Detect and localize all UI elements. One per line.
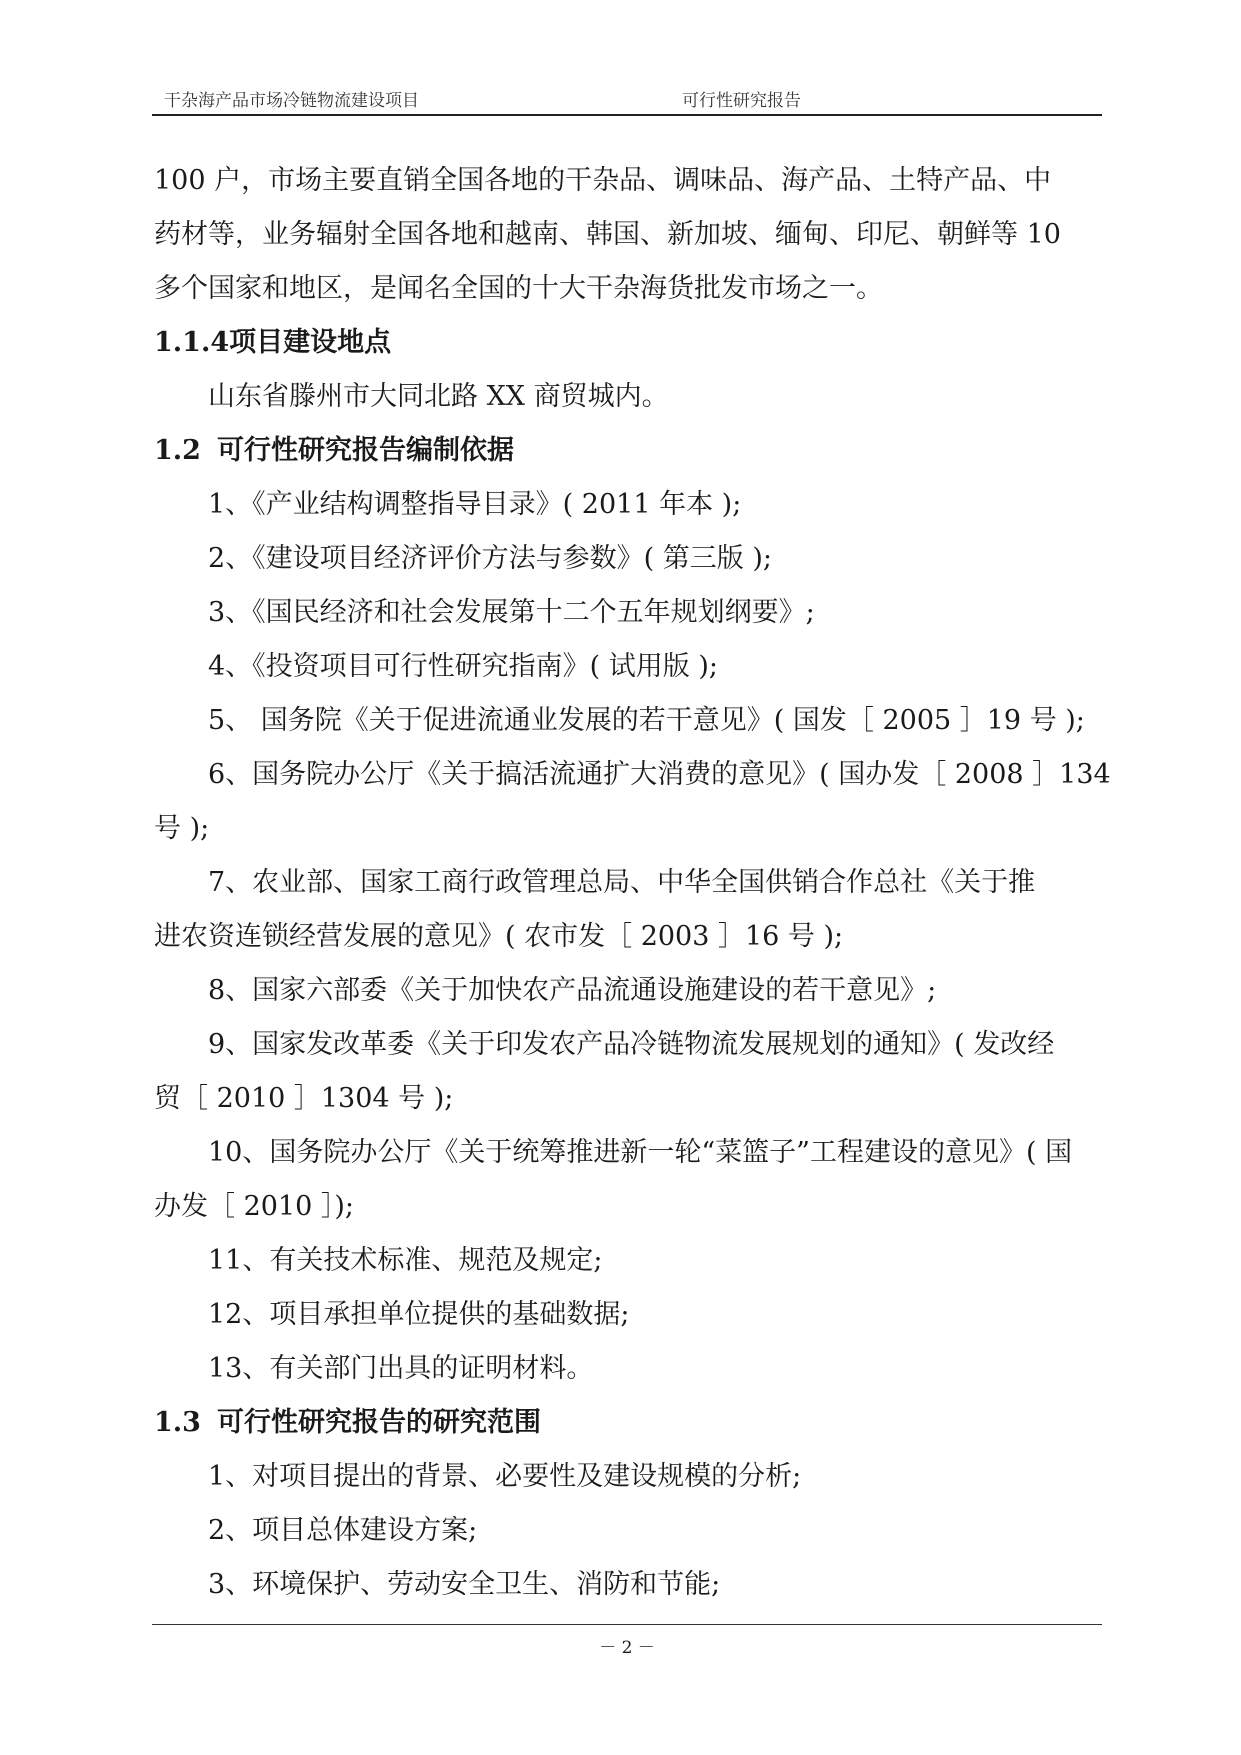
location-text: 山东省滕州市大同北路 XX 商贸城内。: [208, 381, 669, 412]
section-number: 1.3: [154, 1407, 201, 1438]
paragraph-line: 100 户，市场主要直销全国各地的干杂品、调味品、海产品、土特产品、中: [154, 165, 1052, 196]
basis-item: 7、农业部、国家工商行政管理总局、中华全国供销合作总社《关于推: [208, 867, 1036, 898]
paragraph-line: 多个国家和地区，是闻名全国的十大干杂海货批发市场之一。: [154, 273, 883, 304]
section-number: 1.1.4: [154, 327, 230, 358]
paragraph-line: 药材等，业务辐射全国各地和越南、韩国、新加坡、缅甸、印尼、朝鲜等 10: [154, 219, 1061, 250]
basis-item: 11、有关技术标准、规范及规定;: [208, 1245, 603, 1276]
document-body: [154, 154, 1111, 1612]
scope-item: 1、对项目提出的背景、必要性及建设规模的分析;: [208, 1461, 802, 1492]
section-title: 可行性研究报告编制依据: [216, 435, 514, 466]
header-project-title: 干杂海产品市场冷链物流建设项目: [164, 91, 419, 111]
basis-item-continuation: 进农资连锁经营发展的意见》( 农市发［ 2003 ］16 号 );: [154, 921, 844, 952]
basis-item-continuation: 号 );: [154, 813, 210, 844]
basis-item: 12、项目承担单位提供的基础数据;: [208, 1299, 630, 1330]
scope-item: 2、项目总体建设方案;: [208, 1515, 478, 1546]
basis-item-continuation: 贸［ 2010 ］1304 号 );: [154, 1083, 454, 1114]
section-heading-1-2: [154, 424, 1102, 478]
page-footer: [152, 1624, 1102, 1658]
basis-item: 10、国务院办公厅《关于统筹推进新一轮“菜篮子”工程建设的意见》( 国: [208, 1137, 1073, 1168]
basis-item-continuation: 办发［ 2010 ］);: [154, 1191, 355, 1222]
basis-item: 5、 国务院《关于促进流通业发展的若干意见》( 国发［ 2005 ］19 号 );: [208, 705, 1085, 736]
basis-item: 6、国务院办公厅《关于搞活流通扩大消费的意见》( 国办发［ 2008 ］134: [208, 759, 1111, 790]
basis-item: 2、《建设项目经济评价方法与参数》( 第三版 );: [208, 543, 773, 574]
section-number: 1.2: [154, 435, 201, 466]
section-heading-1-3: [154, 1396, 1102, 1450]
page-number: － 2 －: [599, 1638, 655, 1658]
section-title: 可行性研究报告的研究范围: [216, 1407, 541, 1438]
basis-item: 1、《产业结构调整指导目录》( 2011 年本 );: [208, 489, 742, 520]
header-report-type: 可行性研究报告: [682, 91, 801, 111]
basis-item: 9、国家发改革委《关于印发农产品冷链物流发展规划的通知》( 发改经: [208, 1029, 1055, 1060]
basis-item: 8、国家六部委《关于加快农产品流通设施建设的若干意见》;: [208, 975, 937, 1006]
basis-item: 13、有关部门出具的证明材料。: [208, 1353, 594, 1384]
page-header: [152, 82, 1102, 116]
section-heading-1-1-4: [154, 316, 1102, 370]
basis-item: 3、《国民经济和社会发展第十二个五年规划纲要》;: [208, 597, 815, 628]
basis-item: 4、《投资项目可行性研究指南》( 试用版 );: [208, 651, 719, 682]
scope-item: 3、环境保护、劳动安全卫生、消防和节能;: [208, 1569, 721, 1600]
section-title: 项目建设地点: [229, 327, 392, 358]
